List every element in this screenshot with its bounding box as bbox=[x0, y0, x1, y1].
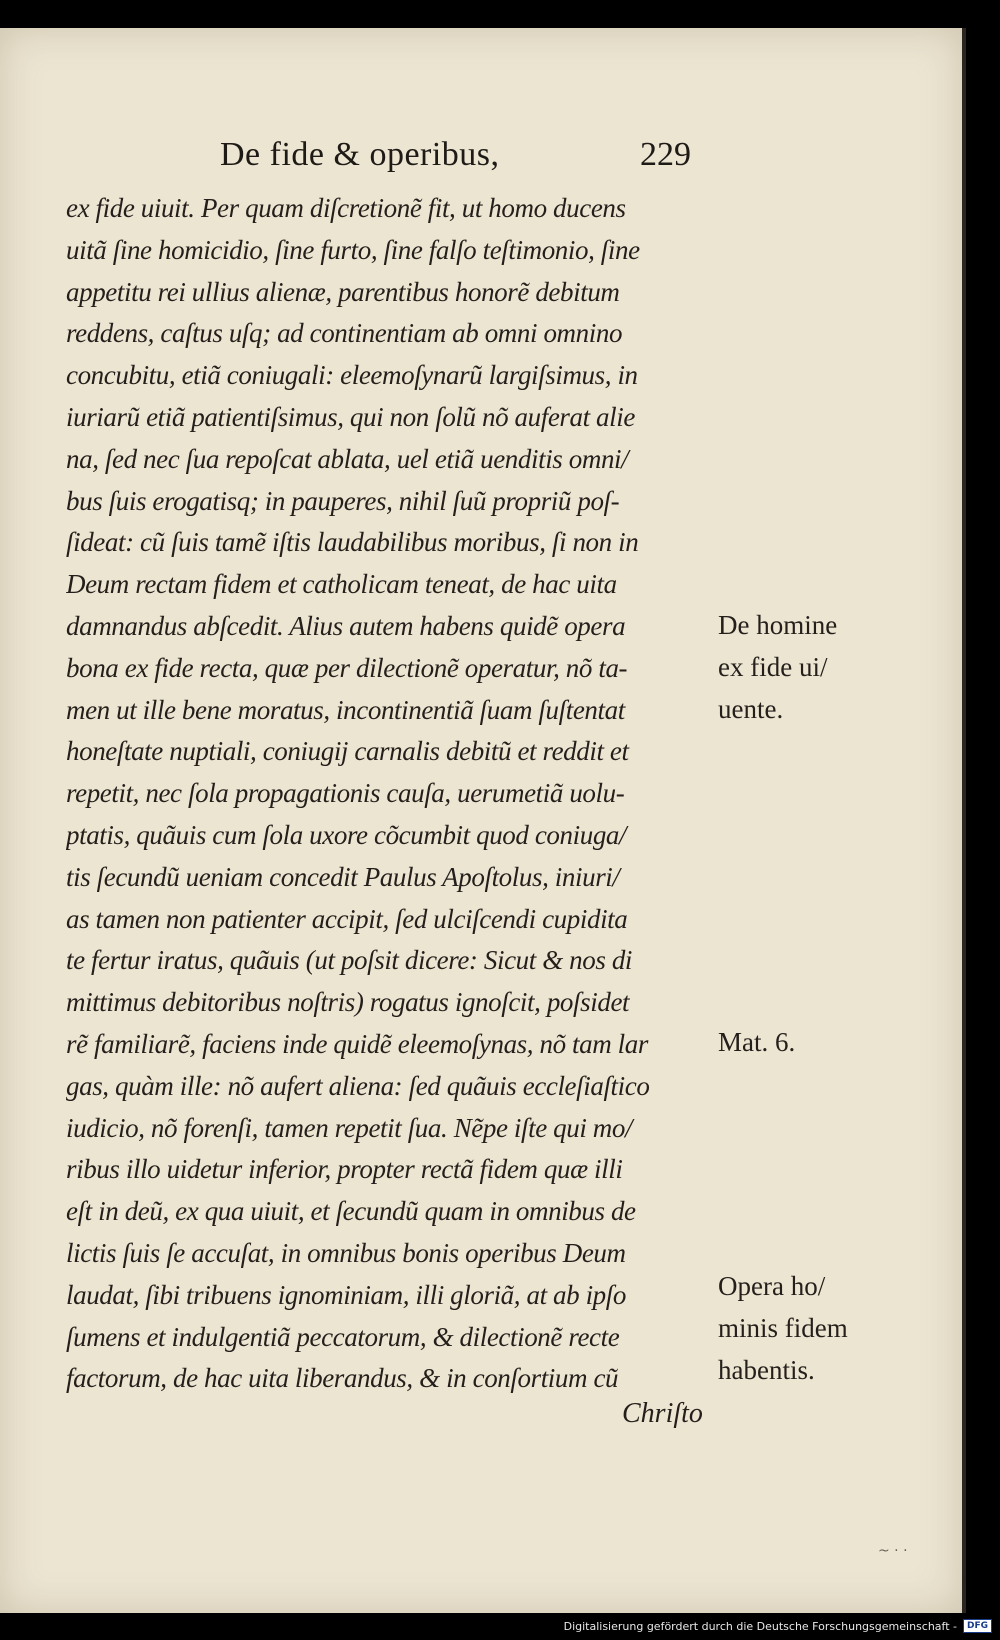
text-line: tis ſecundũ ueniam concedit Paulus Apoſtolus, iniuri/ bbox=[66, 861, 620, 892]
text-line: concubitu, etiã coniugali: eleemoſynarũ largiſsimus, in bbox=[66, 360, 638, 391]
text-line: laudat, ſibi tribuens ignominiam, illi gloriã, at ab ipſo bbox=[66, 1279, 626, 1310]
marginal-note-line: minis fidem bbox=[718, 1312, 848, 1343]
text-line: ribus illo uidetur inferior, propter rectã fidem quæ illi bbox=[66, 1154, 623, 1185]
text-line: factorum, de hac uita liberandus, & in conſortium cũ bbox=[66, 1363, 619, 1394]
marginal-note-line: ex fide ui/ bbox=[718, 651, 828, 682]
text-line: ſideat: cũ ſuis tamẽ iſtis laudabilibus moribus, ſi non in bbox=[66, 527, 639, 558]
text-line: gas, quàm ille: nõ aufert aliena: ſed quãuis eccleſiaſtico bbox=[66, 1070, 650, 1101]
marginal-note-line: Opera ho/ bbox=[718, 1271, 826, 1301]
text-line: na, ſed nec ſua repoſcat ablata, uel etiã uenditis omni/ bbox=[66, 443, 629, 474]
running-head bbox=[210, 136, 730, 180]
catchword: Chriſto bbox=[622, 1398, 703, 1429]
text-line: iudicio, nõ forenſi, tamen repetit ſua. Nẽpe iſte qui mo/ bbox=[66, 1112, 633, 1143]
marginal-note-line: De homine bbox=[718, 610, 838, 640]
text-line: uitã ſine homicidio, ſine furto, ſine falſo teſtimonio, ſine bbox=[66, 234, 640, 265]
footer-credit bbox=[564, 1614, 992, 1638]
text-line: Deum rectam fidem et catholicam teneat, de hac uita bbox=[66, 569, 617, 600]
text-line: ſumens et indulgentiã peccatorum, & dilectionẽ recte bbox=[66, 1321, 620, 1352]
text-line: men ut ille bene moratus, incontinentiã ſuam ſuſtentat bbox=[66, 694, 625, 725]
text-line: repetit, nec ſola propagationis cauſa, uerumetiã uolu- bbox=[66, 778, 625, 809]
marginal-note bbox=[718, 1022, 868, 1064]
dfg-logo-icon: DFG bbox=[963, 1619, 992, 1633]
marginal-note-line: Mat. 6. bbox=[718, 1027, 796, 1057]
text-line: te fertur iratus, quãuis (ut poſsit dicere: Sicut & nos di bbox=[66, 945, 633, 976]
marginal-note-line: uente. bbox=[718, 693, 784, 724]
footer-text: Digitalisierung gefördert durch die Deutsche Forschungsgemeinschaft - bbox=[563, 1619, 957, 1633]
page-number: 229 bbox=[640, 136, 691, 173]
ink-mark: ~ · · bbox=[878, 1543, 908, 1559]
text-line: as tamen non patienter accipit, ſed ulciſcendi cupidita bbox=[66, 903, 628, 934]
marginal-note bbox=[718, 1266, 868, 1391]
book-page bbox=[0, 28, 966, 1613]
text-line: rẽ familiarẽ, faciens inde quidẽ eleemoſynas, nõ tam lar bbox=[66, 1028, 648, 1059]
text-line: iuriarũ etiã patientiſsimus, qui non ſolũ nõ auferat alie bbox=[66, 401, 635, 432]
marginal-note-line: habentis. bbox=[718, 1354, 815, 1385]
body-text bbox=[66, 188, 726, 1400]
running-title: De fide & operibus, bbox=[220, 136, 500, 173]
text-line: bona ex fide recta, quæ per dilectionẽ operatur, nõ ta- bbox=[66, 652, 628, 683]
text-line: appetitu rei ullius alienæ, parentibus honorẽ debitum bbox=[66, 276, 620, 307]
text-line: reddens, caſtus uſq; ad continentiam ab omni omnino bbox=[66, 318, 623, 349]
text-line: ptatis, quãuis cum ſola uxore cõcumbit quod coniuga/ bbox=[66, 819, 627, 850]
text-line: mittimus debitoribus noſtris) rogatus ignoſcit, poſsidet bbox=[66, 987, 630, 1018]
text-line: bus ſuis erogatisq; in pauperes, nihil ſuũ propriũ poſ- bbox=[66, 485, 620, 516]
text-line: eſt in deũ, ex qua uiuit, et ſecundũ quam in omnibus de bbox=[66, 1196, 636, 1227]
text-line: lictis ſuis ſe accuſat, in omnibus bonis operibus Deum bbox=[66, 1237, 626, 1268]
marginal-note bbox=[718, 605, 868, 730]
text-line: damnandus abſcedit. Alius autem habens quidẽ opera bbox=[66, 610, 626, 641]
text-line: ex fide uiuit. Per quam diſcretionẽ fit, ut homo ducens bbox=[66, 193, 626, 223]
text-line: honeſtate nuptiali, coniugij carnalis debitũ et reddit et bbox=[66, 736, 629, 767]
